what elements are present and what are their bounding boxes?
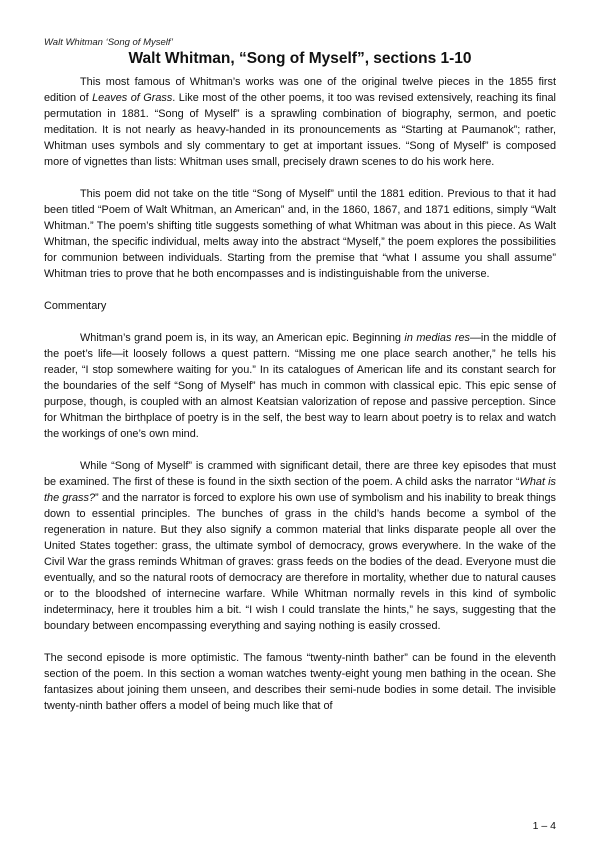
paragraph-bather-episode: The second episode is more optimistic. The famous “twenty-ninth bather” can be found in the eleventh section of the poem. In this section a woman watches twenty-eight young men bathing in the ocean. She fantasizes about joining them unseen, and describes their semi-nude bodies in some detail. The invisible twenty-ninth bather offers a model of being much like that of: [44, 652, 556, 712]
paragraph-title-history: This poem did not take on the title “Song of Myself” until the 1881 edition. Previous to that it had been titled “Poem of Walt Whitman, an American” and, in the 1860, 1867, and 1871 editions, simply “Walt Whitman.” The poem’s shifting title suggests something of what Whitman was about in this piece. As Walt Whitman, the specific individual, melts away into the abstract “Myself,” the poem explores the possibilities for communion between individuals. Starting from the premise that “what I assume you shall assume” Whitman tries to prove that he both encompasses and is indistinguishable from the universe.: [44, 188, 556, 280]
paragraph-grass-episode: While “Song of Myself” is crammed with significant detail, there are three key episodes that must be examined. The first of these is found in the sixth section of the poem. A child asks the narrator “What is the grass?” and the narrator is forced to explore his own use of symbolism and his inability to break things down to essential principles. The bunches of grass in the child’s hands become a symbol of the regeneration in nature. But they also signify a common material that links disparate people all over the United States together: grass, the ultimate symbol of democracy, grows everywhere. In the wake of the Civil War the grass reminds Whitman of graves: grass feeds on the bodies of the dead. Everyone must die eventually, and so the natural roots of democracy are therefore in mortality, whether due to natural causes or to the bloodshed of internecine warfare. While Whitman normally revels in this kind of symbolic indeterminacy, here it troubles him a bit. “I wish I could translate the hints,” he says, suggesting that the boundary between encompassing everything and saying nothing is easily crossed.: [44, 460, 557, 632]
paragraph-epic: Whitman’s grand poem is, in its way, an American epic. Beginning in medias res—in the middle of the poet’s life—it loosely follows a quest pattern. “Missing me one place search another,” he tells his reader, “I stop somewhere waiting for you.” In its catalogues of American life and its constant search for the boundaries of the self “Song of Myself” has much in common with classical epic. This epic sense of purpose, though, is coupled with an almost Keatsian valorization of repose and passive perception. Since for Whitman the birthplace of poetry is in the self, the best way to learn about poetry is to relax and watch the workings of one’s own mind.: [44, 332, 557, 440]
quote-emphasis: What is the grass?: [44, 476, 557, 504]
document-title: Walt Whitman, “Song of Myself”, sections 1-10: [128, 50, 472, 67]
paragraph-intro: This most famous of Whitman’s works was one of the original twelve pieces in the 1855 first edition of Leaves of Grass. Like most of the other poems, it too was revised extensively, reaching its final permutation in 1881. “Song of Myself” is a sprawling combination of biography, sermon, and poetic meditation. It is not nearly as heavy-handed in its pronouncements as “Starting at Paumanok”; rather, Whitman uses symbols and sly commentary to get at important issues. “Song of Myself” is composed more of vignettes than lists: Whitman uses small, precisely drawn scenes to do his work here.: [44, 76, 556, 168]
book-title-emphasis: Leaves of Grass: [92, 92, 173, 104]
latin-phrase-emphasis: in medias res: [404, 332, 471, 344]
section-heading-commentary: Commentary: [44, 300, 107, 312]
document-body: [44, 74, 556, 730]
running-header: Walt Whitman ‘Song of Myself’: [44, 37, 173, 48]
page-number: 1 – 4: [532, 820, 556, 832]
